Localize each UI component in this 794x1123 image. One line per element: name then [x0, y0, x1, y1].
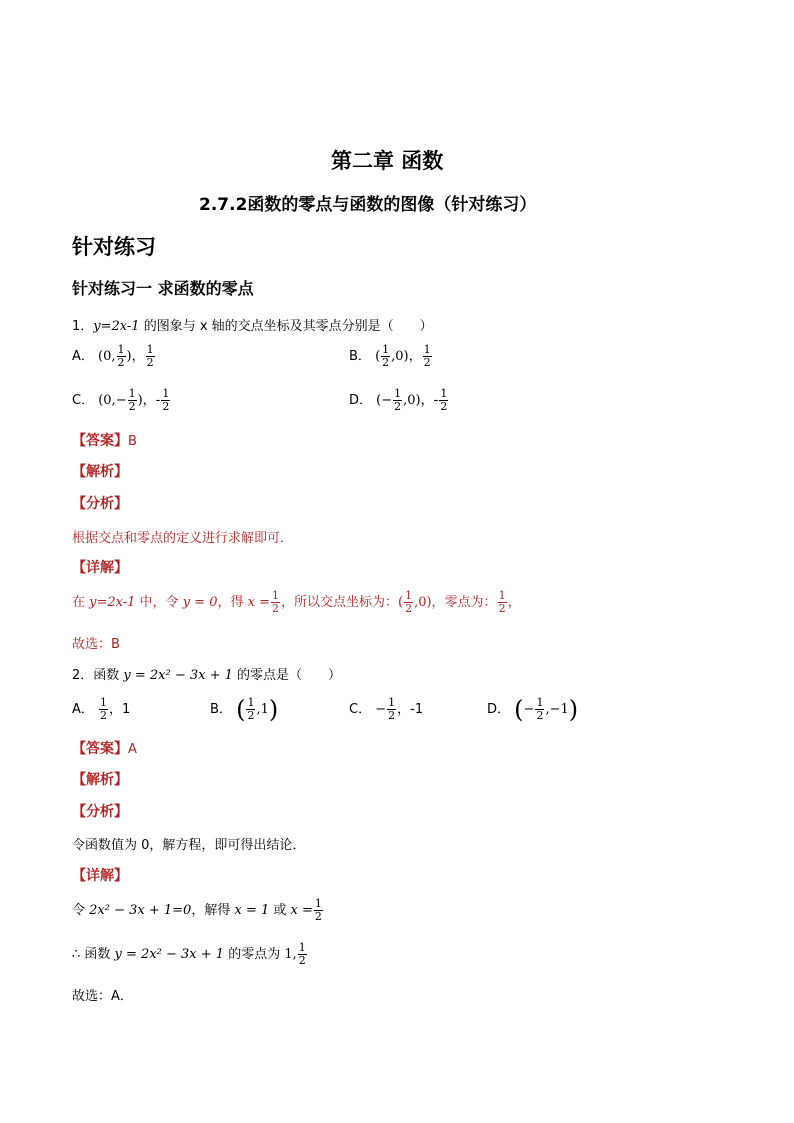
text: ， [507, 595, 521, 610]
fraction [271, 590, 280, 615]
practice-sub-heading: 针对练习一 求函数的零点 [72, 279, 254, 298]
answer-tag: 【答案】 [72, 433, 128, 449]
text: ，解得 [191, 903, 235, 918]
point-post: ,0) [403, 393, 421, 408]
paren-close: ) [268, 695, 279, 724]
point-post: ) [137, 393, 143, 408]
q2-option-d[interactable] [487, 697, 578, 722]
fraction [387, 697, 396, 722]
fraction [128, 388, 137, 413]
text: ，得 [217, 595, 248, 610]
option-rest: ，-1 [397, 702, 424, 717]
q2-answer [72, 738, 137, 758]
minus-sign: − [523, 702, 535, 717]
frac-den: 2 [536, 709, 544, 722]
frac-den: 2 [117, 356, 125, 369]
point-pre: ( [397, 595, 404, 610]
q1-detail-text [72, 590, 521, 615]
frac-den: 2 [405, 602, 413, 615]
fraction [393, 388, 402, 413]
minus-sign: − [375, 702, 387, 717]
text: ，所以交点坐标为： [280, 595, 398, 610]
frac-num: 1 [536, 696, 544, 709]
q2-option-a[interactable] [72, 697, 130, 722]
separator: ，- [420, 393, 439, 408]
q1-equation: y=2x-1 [93, 319, 140, 334]
text: 的零点为 [224, 947, 285, 962]
option-label: C． [349, 702, 372, 717]
equation: y=2x-1 [89, 595, 136, 610]
q1-number: 1． [72, 319, 94, 334]
frac-den: 2 [146, 356, 154, 369]
fraction [535, 697, 544, 722]
frac-den: 2 [382, 356, 390, 369]
equation: x = [247, 595, 270, 610]
point-post: ,0) [391, 349, 409, 364]
fraction [117, 344, 126, 369]
q1-fenxi-text: 根据交点和零点的定义进行求解即可． [72, 531, 294, 546]
q1-option-d[interactable] [349, 388, 449, 413]
frac-den: 2 [100, 709, 108, 722]
option-label: B． [210, 702, 232, 717]
point-pre: (0,− [98, 393, 127, 408]
frac-num: 1 [388, 696, 396, 709]
equation: y = 0 [182, 595, 218, 610]
frac-den: 2 [247, 709, 255, 722]
paren-open: ( [236, 695, 246, 724]
option-label: A． [72, 702, 94, 717]
option-rest: ，1 [109, 702, 131, 717]
point-pre: (0, [98, 349, 116, 364]
q2-analysis-tag: 【解析】 [72, 772, 128, 788]
point-pre: ( [375, 349, 381, 364]
fraction [146, 344, 155, 369]
frac-num: 1 [247, 696, 255, 709]
frac-num: 1 [100, 696, 108, 709]
frac-num: 1 [440, 387, 448, 400]
fraction [246, 697, 255, 722]
q2-option-b[interactable] [210, 697, 278, 722]
option-label: D． [487, 702, 511, 717]
frac-den: 2 [314, 910, 322, 923]
frac-num: 1 [271, 589, 279, 602]
frac-den: 2 [298, 954, 306, 967]
q1-stem-rest: 的图象与 x 轴的交点坐标及其零点分别是（ ） [139, 319, 433, 334]
q2-solve-line [72, 898, 324, 923]
frac-num: 1 [498, 589, 506, 602]
paren-open: ( [514, 695, 524, 724]
fraction [439, 388, 448, 413]
fraction [99, 697, 108, 722]
q1-option-b[interactable] [349, 344, 433, 369]
fraction [381, 344, 390, 369]
separator: ，- [142, 393, 161, 408]
q2-fenxi-text: 令函数值为 0，解方程，即可得出结论． [72, 838, 306, 853]
q1-analysis-tag: 【解析】 [72, 464, 128, 480]
point-pre: (− [376, 393, 393, 408]
text: 令 [72, 903, 90, 918]
text: 或 [269, 903, 291, 918]
option-label: C． [72, 393, 95, 408]
frac-den: 2 [394, 400, 402, 413]
option-label: D． [349, 393, 373, 408]
answer-value: A [128, 742, 137, 757]
frac-den: 2 [388, 709, 396, 722]
option-label: B． [349, 349, 371, 364]
frac-den: 2 [271, 602, 279, 615]
fraction [298, 942, 307, 967]
q2-detail-tag: 【详解】 [72, 868, 128, 884]
frac-den: 2 [440, 400, 448, 413]
frac-num: 1 [394, 387, 402, 400]
equation: x = 1 [234, 903, 270, 918]
point-post: ) [126, 349, 132, 364]
separator: ， [131, 349, 145, 364]
section-title: 2.7.2函数的零点与函数的图像（针对练习） [199, 195, 537, 215]
frac-den: 2 [498, 602, 506, 615]
fraction [161, 388, 170, 413]
fraction [314, 898, 323, 923]
text: 在 [72, 595, 90, 610]
fraction [498, 590, 507, 615]
q1-stem [72, 315, 433, 334]
q1-answer [72, 430, 137, 450]
text: ∴ 函数 [72, 947, 115, 962]
q2-therefore-line [72, 942, 308, 967]
separator: ， [408, 349, 422, 364]
equation: y = 2x² − 3x + 1 [114, 947, 225, 962]
option-rest: ,−1 [545, 702, 569, 717]
equation: x = [290, 903, 313, 918]
q2-number: 2．函数 [72, 668, 124, 683]
equation: 2x² − 3x + 1=0 [89, 903, 192, 918]
q1-detail-tag: 【详解】 [72, 560, 128, 576]
paren-close: ) [568, 695, 579, 724]
value: 1, [284, 947, 297, 962]
text: ，零点为： [431, 595, 497, 610]
frac-num: 1 [128, 387, 136, 400]
frac-den: 2 [423, 356, 431, 369]
option-label: A． [72, 349, 94, 364]
frac-den: 2 [128, 400, 136, 413]
point-post: ,0) [414, 595, 432, 610]
answer-value: B [128, 434, 137, 449]
frac-num: 1 [117, 343, 125, 356]
q1-option-a[interactable] [72, 344, 156, 369]
frac-num: 1 [298, 941, 306, 954]
frac-num: 1 [423, 343, 431, 356]
chapter-title: 第二章 函数 [331, 149, 444, 173]
q2-option-c[interactable] [349, 697, 423, 722]
q2-fenxi-tag: 【分析】 [72, 804, 128, 820]
q2-choose: 故选：A． [72, 989, 133, 1004]
frac-num: 1 [314, 897, 322, 910]
q2-equation: y = 2x² − 3x + 1 [123, 668, 233, 683]
option-rest: ,1 [256, 702, 269, 717]
fraction [423, 344, 432, 369]
text: 中，令 [135, 595, 183, 610]
q1-fenxi-tag: 【分析】 [72, 496, 128, 512]
answer-tag: 【答案】 [72, 741, 128, 757]
fraction [404, 590, 413, 615]
frac-num: 1 [162, 387, 170, 400]
frac-den: 2 [162, 400, 170, 413]
q1-option-c[interactable] [72, 388, 171, 413]
q2-stem [72, 664, 341, 683]
practice-heading: 针对练习 [72, 235, 156, 259]
q2-stem-rest: 的零点是（ ） [232, 668, 342, 683]
frac-num: 1 [382, 343, 390, 356]
q1-choose: 故选：B [72, 637, 120, 652]
frac-num: 1 [146, 343, 154, 356]
frac-num: 1 [405, 589, 413, 602]
